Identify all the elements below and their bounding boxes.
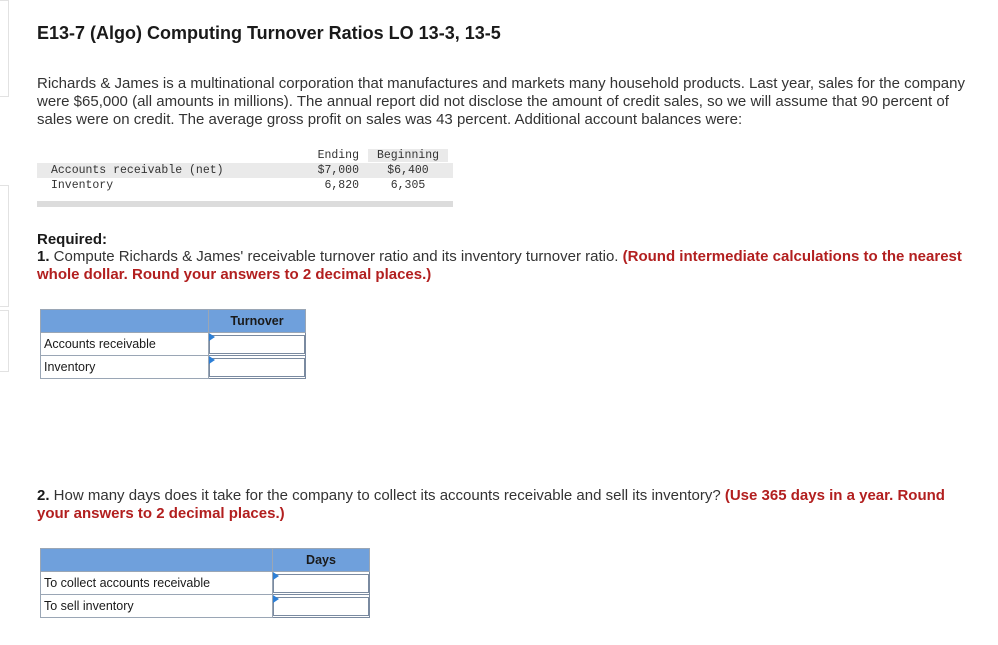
balances-row [37, 163, 453, 178]
answer-cell[interactable] [209, 333, 306, 356]
balance-ending: 6,820 [324, 179, 359, 192]
problem-intro: Richards & James is a multinational corporation that manufactures and markets many household products. Last year, sales for the company were $65,000 (all amounts in millions). The annual report did not disclose the amount of credit sales, so we will assume that 90 percent of sales were on credit. The average gross profit on sales was 43 percent. Additional account balances were: [37, 75, 965, 128]
balances-row [37, 178, 453, 193]
required-label: Required: [37, 231, 108, 248]
question-text: How many days does it take for the company to collect its accounts receivable and sell its inventory? [49, 487, 725, 504]
inventory-turnover-input[interactable] [209, 358, 305, 377]
input-flag-icon [273, 595, 279, 603]
beginning-header: Beginning [368, 149, 448, 162]
balance-ending: $7,000 [317, 164, 359, 177]
balance-beginning: 6,305 [390, 179, 426, 192]
answer-cell[interactable] [273, 595, 370, 618]
left-edge-tab [0, 0, 9, 97]
turnover-header: Turnover [209, 310, 306, 333]
input-flag-icon [209, 356, 215, 364]
balance-name: Accounts receivable (net) [51, 164, 224, 177]
answer-cell[interactable] [273, 572, 370, 595]
question-number: 1. [37, 248, 50, 265]
table-row [41, 572, 370, 595]
balance-beginning: $6,400 [387, 164, 429, 177]
balance-name: Inventory [51, 179, 114, 192]
question-text: Compute Richards & James' receivable turnover ratio and its inventory turnover ratio. [49, 248, 623, 265]
row-label: To sell inventory [41, 595, 273, 618]
table-row [41, 356, 306, 379]
row-label: To collect accounts receivable [41, 572, 273, 595]
row-label: Accounts receivable [41, 333, 209, 356]
ending-header: Ending [317, 149, 359, 162]
account-balances-table [37, 148, 453, 193]
answer-cell[interactable] [209, 356, 306, 379]
question-2 [37, 487, 967, 523]
row-label: Inventory [41, 356, 209, 379]
rounding-note: (Use 365 days in a year. Round your answers to 2 decimal places.) [37, 487, 945, 522]
days-collect-input[interactable] [273, 574, 369, 593]
blank-header-cell [41, 549, 273, 572]
receivable-turnover-input[interactable] [209, 335, 305, 354]
left-edge-tab [0, 185, 9, 307]
input-flag-icon [209, 333, 215, 341]
question-1 [37, 248, 967, 284]
table-row [41, 595, 370, 618]
page-title: E13-7 (Algo) Computing Turnover Ratios LO 13-3, 13-5 [37, 23, 501, 43]
left-edge-tab [0, 310, 9, 372]
balances-header-row [37, 148, 453, 163]
table-row [41, 333, 306, 356]
days-sell-input[interactable] [273, 597, 369, 616]
turnover-answer-table [40, 309, 306, 379]
rounding-note: (Round intermediate calculations to the nearest whole dollar. Round your answers to 2 decimal places.) [37, 248, 962, 283]
question-number: 2. [37, 487, 50, 504]
days-answer-table [40, 548, 370, 618]
blank-header-cell [41, 310, 209, 333]
days-header: Days [273, 549, 370, 572]
input-flag-icon [273, 572, 279, 580]
table-footer-rule [37, 201, 453, 207]
